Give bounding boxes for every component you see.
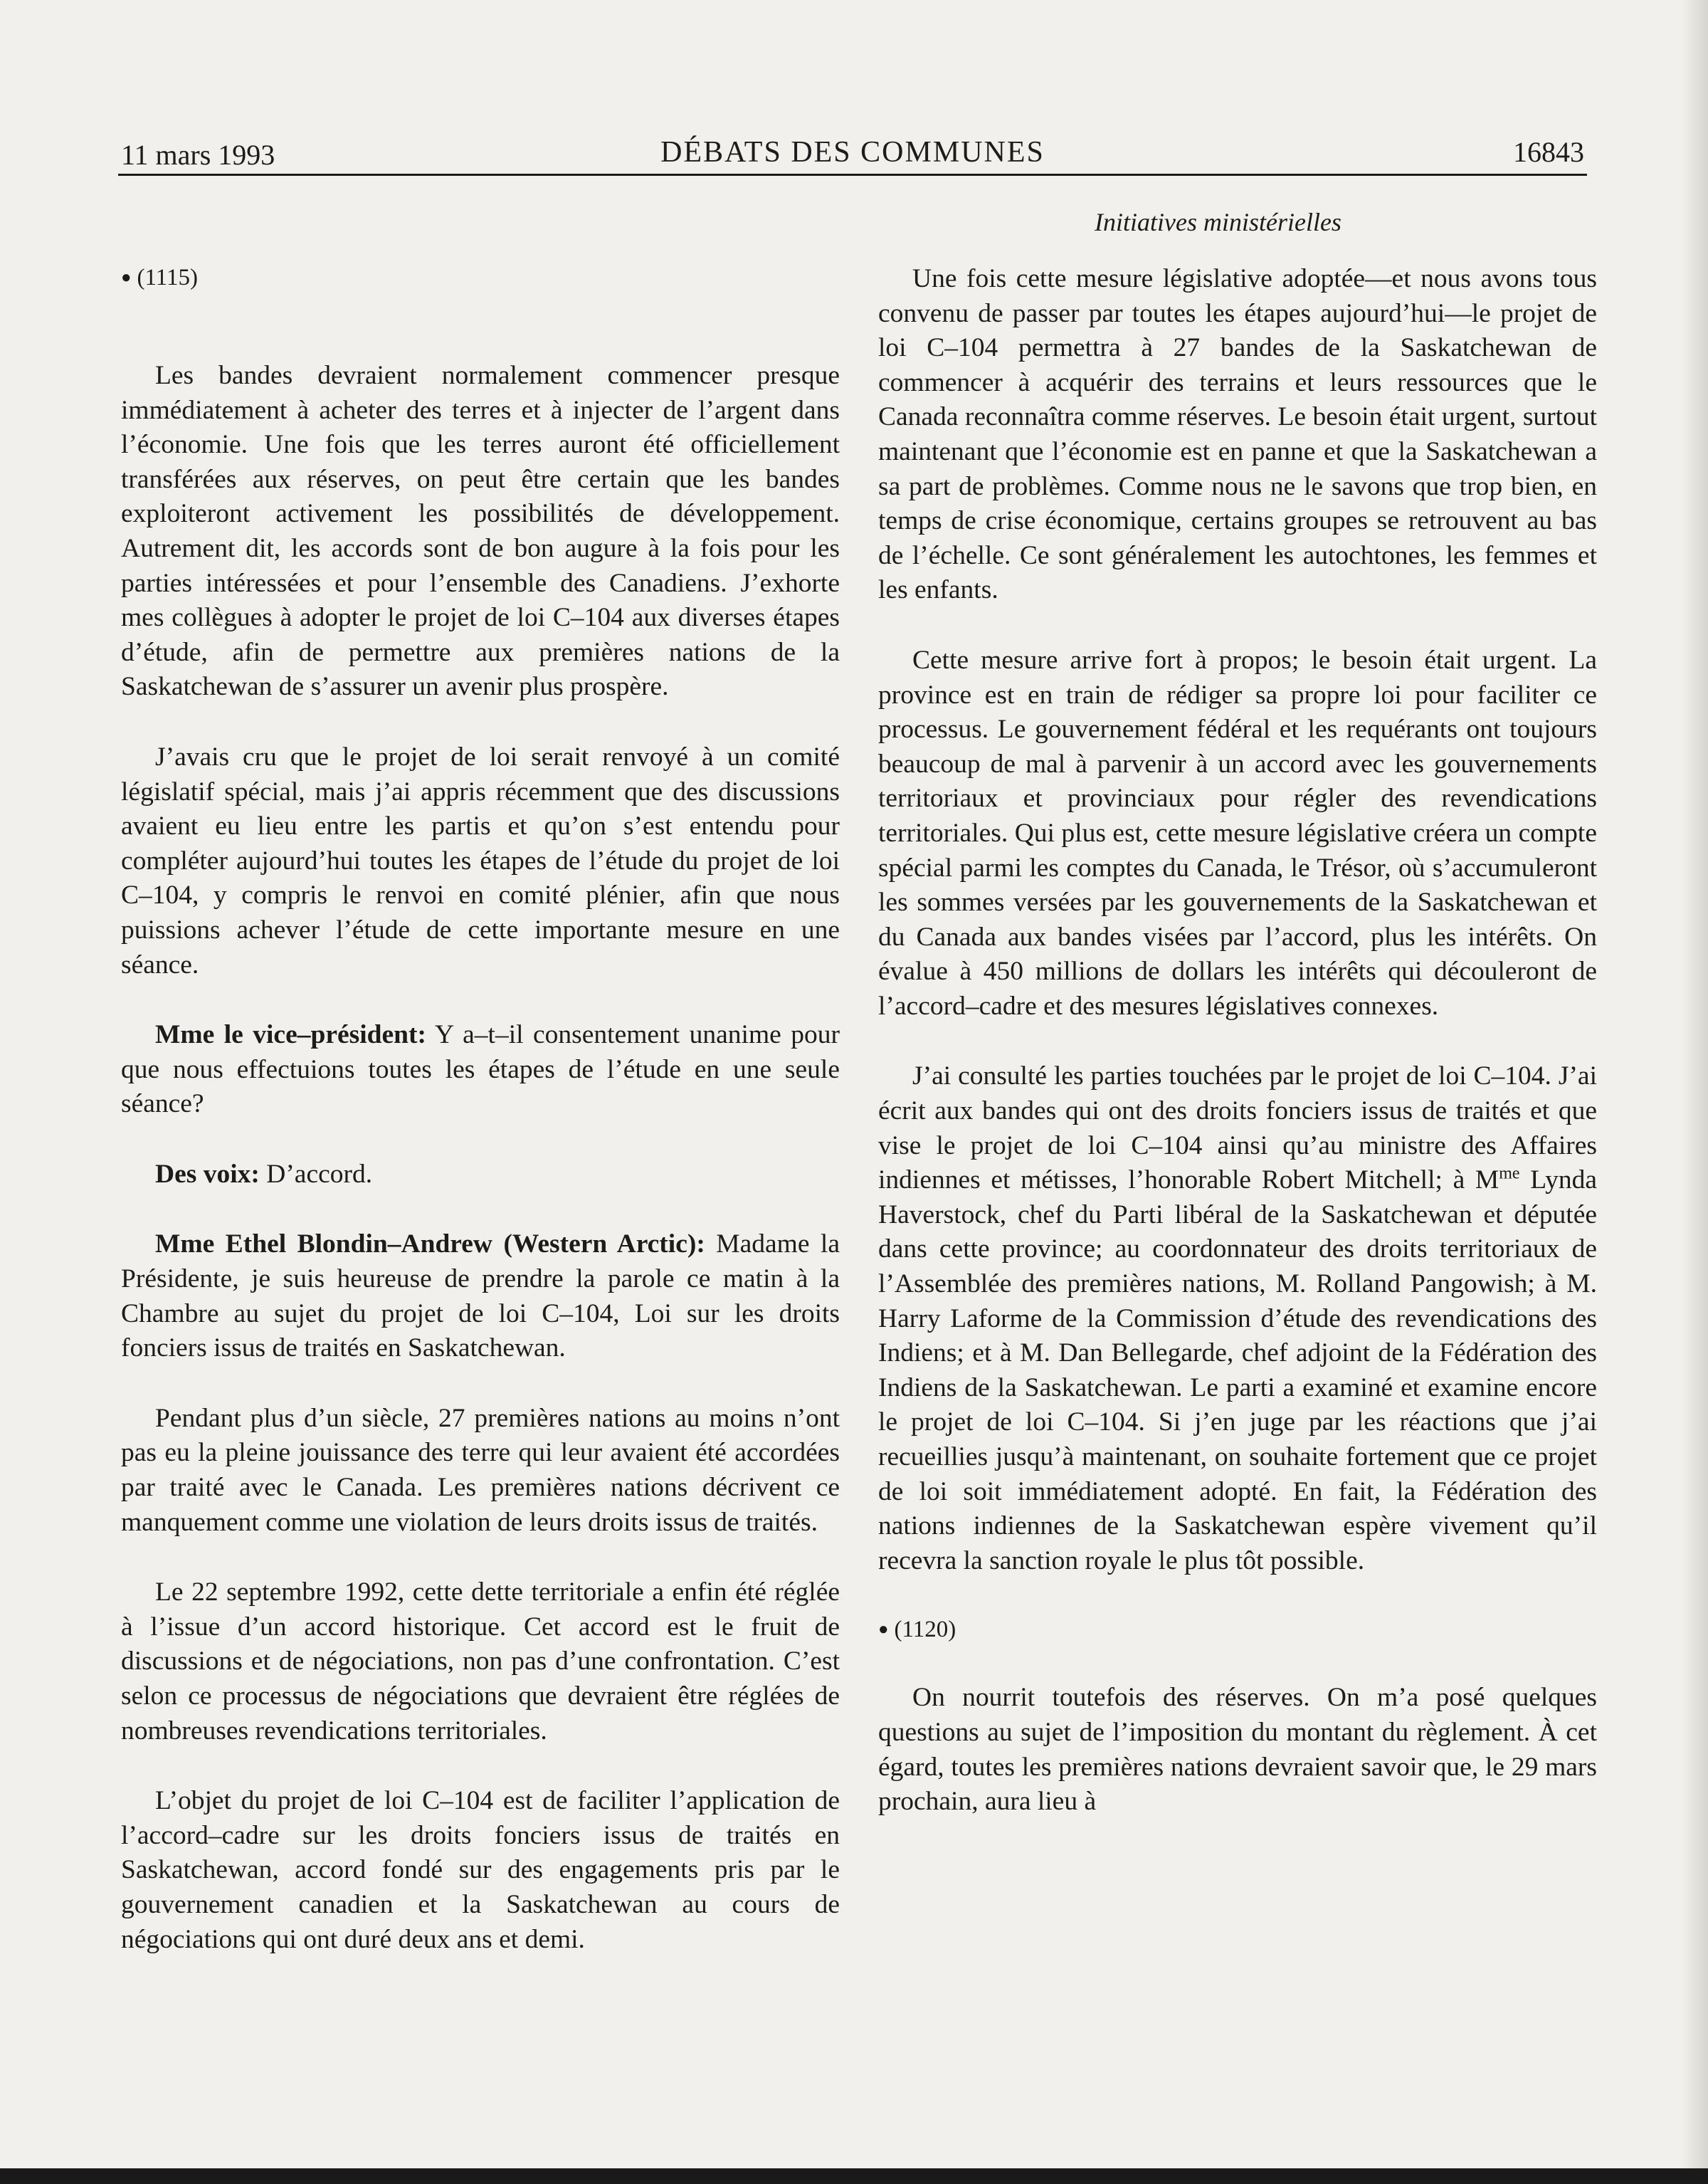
speaker-name: Mme le vice–président: (155, 1020, 426, 1050)
left-column (121, 262, 840, 1957)
speaker-name: Mme Ethel Blondin–Andrew (Western Arctic): (155, 1229, 705, 1259)
scan-bottom-edge (0, 2168, 1708, 2184)
page-edge-shadow (1681, 0, 1708, 2184)
header-title: DÉBATS DES COMMUNES (660, 136, 1045, 169)
paragraph: J’avais cru que le projet de loi serait renvoyé à un comité législatif spécial, mais j’ai appris récemment que des discussions avaient eu lieu entre les partis et qu’on s’est entendu pour compléter aujourd’hui toutes les étapes de l’étude du projet de loi C–104, y compris le renvoi en comité plénier, afin que nous puissions achever l’étude de cette importante mesure en une séance. (121, 742, 840, 980)
superscript: me (1499, 1164, 1520, 1183)
paragraph: Une fois cette mesure législative adoptée—et nous avons tous convenu de passer par toutes les étapes aujourd’hui—le projet de loi C–104 permettra à 27 bandes de la Saskatchewan de commencer à acquérir des terrains et leurs ressources que le Canada reconnaîtra comme réserves. Le besoin était urgent, surtout maintenant que l’économie est en panne et que la Saskatchewan a sa part de problèmes. Comme nous ne le savons que trop bien, en temps de crise économique, certains groupes se retrouvent au bas de l’échelle. Ce sont généralement les autochtones, les femmes et les enfants. (878, 264, 1597, 605)
header-rule (118, 174, 1587, 176)
paragraph: Cette mesure arrive fort à propos; le besoin était urgent. La province est en train de rédiger sa propre loi pour faciliter ce processus. Le gouvernement fédéral et les requérants ont toujours beaucoup de mal à parvenir à un accord avec les gouvernements territoriaux et provinciaux pour régler des revendications territoriales. Qui plus est, cette mesure législative créera un compte spécial parmi les comptes du Canada, le Trésor, où s’accumuleront les sommes versées par les gouvernements de la Saskatchewan et du Canada aux bandes visées par l’accord, plus les intérêts. On évalue à 450 millions de dollars les intérêts qui découleront de l’accord–cadre et des mesures législatives connexes. (878, 645, 1597, 1021)
speech-paragraph (121, 1227, 840, 1365)
speech-text: Y a–t–il consentement unanime pour que nous effectuions toutes les étapes de l’étude en une seule séance? (121, 1020, 840, 1119)
right-column (878, 262, 1597, 1820)
speech-paragraph (121, 1018, 840, 1122)
paragraph: Pendant plus d’un siècle, 27 premières nations au moins n’ont pas eu la pleine jouissance des terre qui leur avaient été accordées par traité avec le Canada. Les premières nations décrivent ce manquement comme une violation de leurs droits issus de traités. (121, 1403, 840, 1537)
speaker-name: Des voix: (155, 1159, 260, 1189)
timestamp-1120 (878, 1614, 1597, 1645)
running-header (121, 135, 1584, 179)
bullet-icon: ● (878, 1620, 889, 1639)
timestamp-text: (1115) (137, 265, 199, 290)
paragraph: L’objet du projet de loi C–104 est de faciliter l’application de l’accord–cadre sur les droits fonciers issus de traités en Saskatchewan, accord fondé sur des engagements pris par le gouvernement canadien et la Saskatchewan au cours de négociations qui ont duré deux ans et demi. (121, 1786, 840, 1954)
paragraph: Les bandes devraient normalement commencer presque immédiatement à acheter des terres et à injecter de l’argent dans l’économie. Une fois que les terres auront été officiellement transférées aux réserves, on peut être certain que les bandes exploiteront activement les possibilités de développement. Autrement dit, les accords sont de bon augure à la fois pour les parties intéressées et pour l’ensemble des Canadiens. J’exhorte mes collègues à adopter le projet de loi C–104 aux diverses étapes d’étude, afin de permettre aux premières nations de la Saskatchewan de s’assurer un avenir plus prospère. (121, 361, 840, 702)
header-date: 11 mars 1993 (121, 139, 275, 171)
paragraph: On nourrit toutefois des réserves. On m’a posé quelques questions au sujet de l’imposition du montant du règlement. À cet égard, toutes les premières nations devraient savoir que, le 29 mars prochain, aura lieu à (878, 1683, 1597, 1817)
paragraph: Le 22 septembre 1992, cette dette territoriale a enfin été réglée à l’issue d’un accord historique. Cet accord est le fruit de discussions et de négociations, non pas d’une confrontation. C’est selon ce processus de négociations que devraient être réglées de nombreuses revendications territoriales. (121, 1577, 840, 1745)
timestamp-1115 (121, 262, 840, 293)
speech-paragraph (121, 1157, 840, 1192)
paragraph-text: Lynda Haverstock, chef du Parti libéral de la Saskatchewan et députée dans cette province; au coordonnateur des droits territoriaux de l’Assemblée des premières nations, M. Rolland Pangowish; à M. Harry Laforme de la Commission d’étude des revendications des Indiens; et à M. Dan Bellegarde, chef adjoint de la Fédération des Indiens de la Saskatchewan. Le parti a examiné et examine encore le projet de loi C–104. Si j’en juge par les réactions que j’ai recueillies jusqu’à maintenant, on souhaite fortement que ce projet de loi soit immédiatement adopté. En fait, la Fédération des nations indiennes de la Saskatchewan espère vivement qu’il recevra la sanction royale le plus tôt possible. (878, 1165, 1597, 1575)
bullet-icon: ● (121, 268, 132, 287)
header-page-number: 16843 (1513, 136, 1584, 168)
section-label: Initiatives ministérielles (1095, 208, 1341, 236)
paragraph-text: J’ai consulté les parties touchées par le projet de loi C–104. J’ai écrit aux bandes qui ont des droits fonciers issus de traités et que vise le projet de loi C–104 ainsi qu’au ministre des Affaires indiennes et métisses, l’honorable Robert Mitchell; à M (878, 1061, 1597, 1195)
speech-text: Madame la Présidente, je suis heureuse de prendre la parole ce matin à la Chambre au sujet du projet de loi C–104, Loi sur les droits fonciers issus de traités en Saskatchewan. (121, 1229, 840, 1363)
paragraph (878, 1059, 1597, 1578)
speech-text: D’accord. (259, 1159, 373, 1189)
timestamp-text: (1120) (894, 1617, 956, 1643)
